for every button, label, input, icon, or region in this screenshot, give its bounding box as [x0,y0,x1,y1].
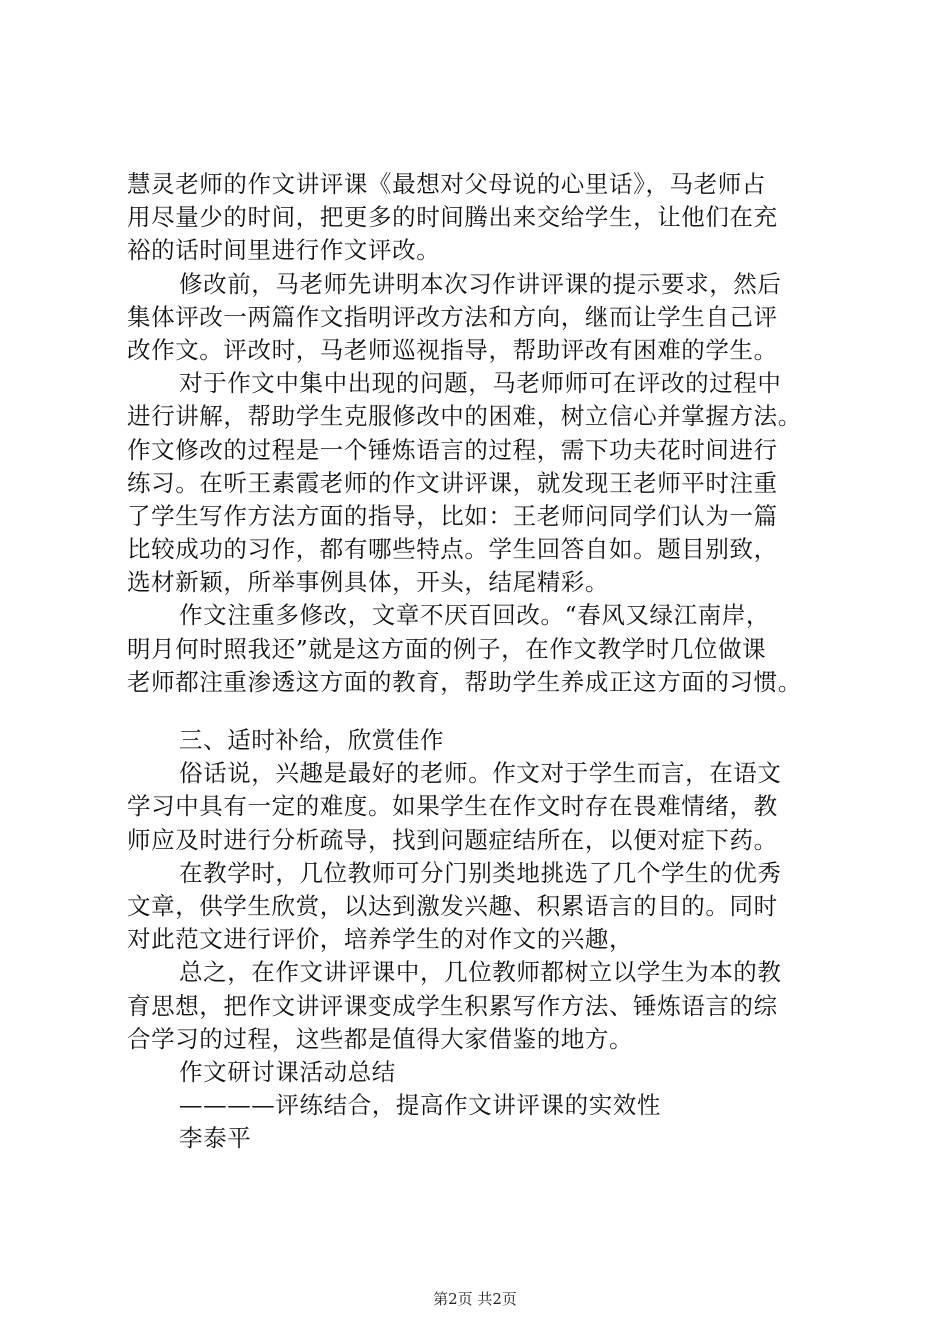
article-subtitle: ————评练结合，提高作文讲评课的实效性 [179,1091,661,1120]
body-line: 集体评改一两篇作文指明评改方法和方向，继而让学生自己评 [127,302,778,331]
paragraph-start: 俗话说，兴趣是最好的老师。作文对于学生而言，在语文 [179,759,782,788]
article-title: 作文研讨课活动总结 [179,1057,396,1086]
body-line: 对此范文进行评价，培养学生的对作文的兴趣， [127,925,634,954]
document-body [127,168,847,1155]
paragraph-gap [127,699,847,724]
body-line: 师应及时进行分析疏导，找到问题症结所在，以便对症下药。 [127,825,778,854]
paragraph-start: 总之，在作文讲评课中，几位教师都树立以学生为本的教 [179,958,782,987]
body-line: 慧灵老师的作文讲评课《最想对父母说的心里话》，马老师占 [127,170,766,198]
body-line: 比较成功的习作，都有哪些特点。学生回答自如。题目别致， [127,535,778,564]
body-line: 明月何时照我还”就是这方面的例子，在作文教学时几位做课 [127,634,767,663]
paragraph-start: 修改前，马老师先讲明本次习作讲评课的提示要求，然后 [179,269,782,298]
body-line: 裕的话时间里进行作文评改。 [127,236,441,265]
body-line: 合学习的过程，这些都是值得大家借鉴的地方。 [127,1024,634,1053]
body-line: 选材新颖，所举事例具体，开头，结尾精彩。 [127,568,609,597]
body-line: 作文修改的过程是一个锤炼语言的过程，需下功夫花时间进行 [127,435,778,464]
body-line: 用尽量少的时间，把更多的时间腾出来交给学生，让他们在充 [127,203,778,232]
body-line: 进行讲解，帮助学生克服修改中的困难，树立信心并掌握方法。 [127,402,802,431]
body-line: 老师都注重渗透这方面的教育，帮助学生养成正这方面的习惯。 [127,667,802,696]
body-line: 了学生写作方法方面的指导，比如：王老师问同学们认为一篇 [127,501,778,530]
section-heading: 三、适时补给，欣赏佳作 [179,726,445,754]
paragraph-start: 在教学时，几位教师可分门别类地挑选了几个学生的优秀 [179,858,782,887]
body-line: 文章，供学生欣赏，以达到激发兴趣、积累语言的目的。同时 [127,891,778,920]
body-line: 育思想，把作文讲评课变成学生积累写作方法、锤炼语言的综 [127,991,778,1020]
paragraph-start: 作文注重多修改，文章不厌百回改。“春风又绿江南岸， [179,601,771,630]
body-line: 学习中具有一定的难度。如果学生在作文时存在畏难情绪，教 [127,792,778,821]
paragraph-start: 对于作文中集中出现的问题，马老师师可在评改的过程中 [179,369,782,398]
page-number-footer: 第2页 共2页 [433,1290,517,1308]
author-name: 李泰平 [179,1124,252,1153]
body-line: 改作文。评改时，马老师巡视指导，帮助评改有困难的学生。 [127,335,778,364]
body-line: 练习。在听王素霞老师的作文讲评课，就发现王老师平时注重 [127,468,778,497]
